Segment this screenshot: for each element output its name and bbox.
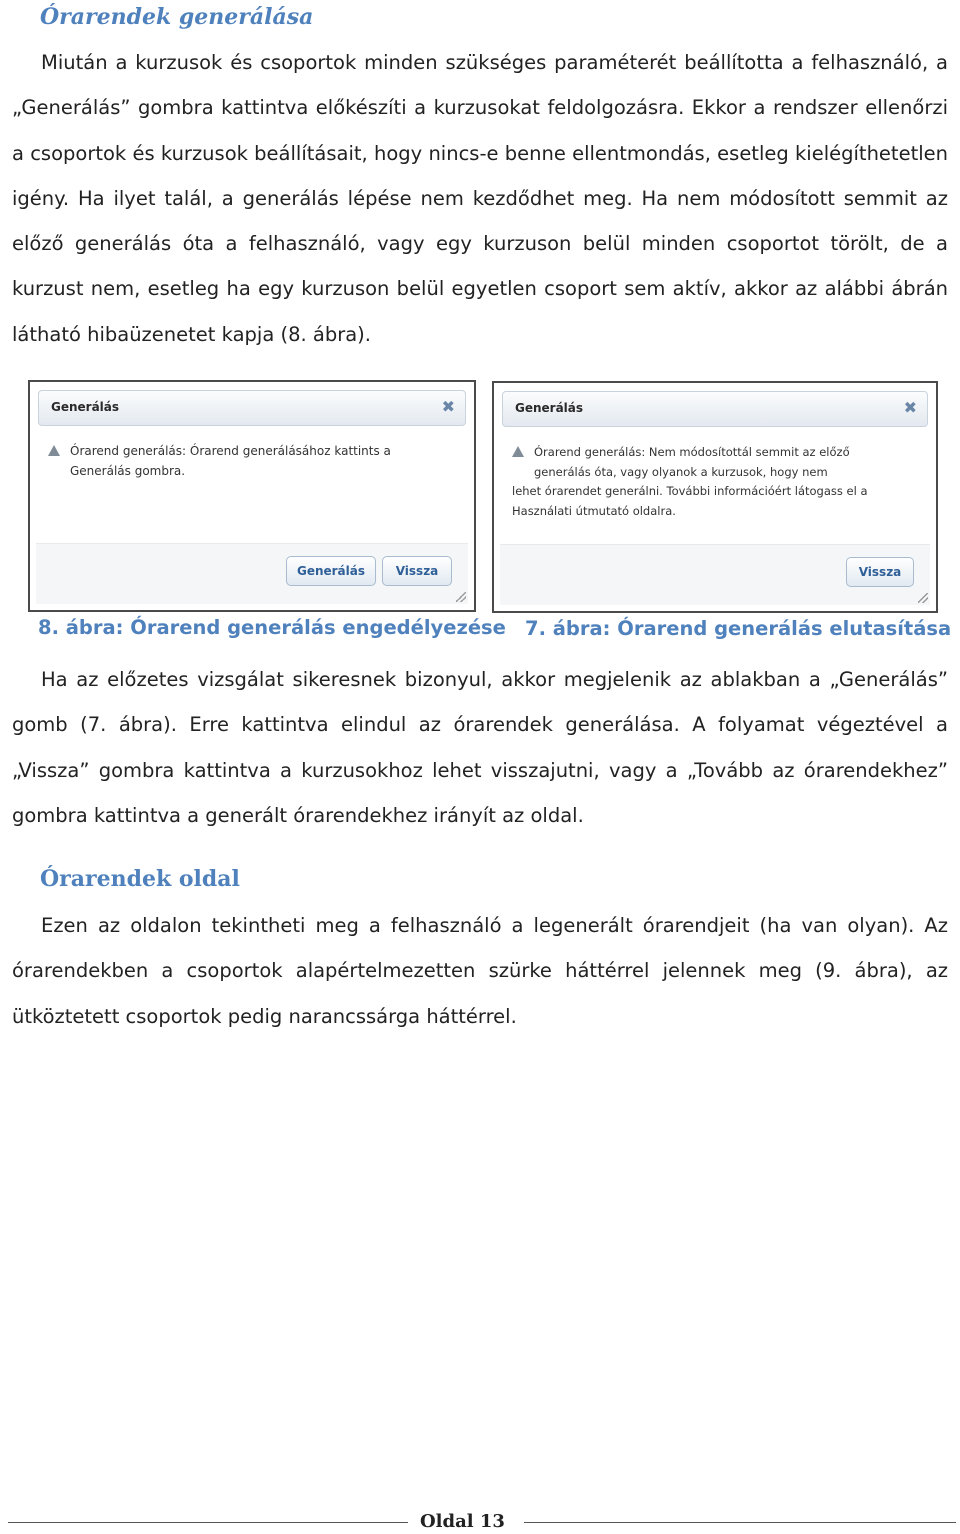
dialog-footer: [36, 543, 468, 604]
warning-icon: [512, 446, 524, 457]
warning-icon: [48, 445, 60, 456]
paragraph-text: Ha az előzetes vizsgálat sikeresnek bizonyul, akkor megjelenik az ablakban a „Generálás” gomb (7. ábra). Erre kattintva elindul az órarendek generálása. A folyamat végeztével a „Vissza” gombra kattintva a kurzusokhoz lehet visszajutni, vagy a „Tovább az órarendekhez” gombra kattintva a generált órarendekhez irányít az oldal.: [12, 668, 948, 827]
section-heading-timetable-generation: Órarendek generálása: [40, 4, 314, 30]
paragraph-text: Miután a kurzusok és csoportok minden szükséges paraméterét beállította a felhasználó, a „Generálás” gombra kattintva előkészíti a kurzusokat feldolgozásra. Ekkor a rendszer ellenőrzi a csoportok és kurzusok beállításait, hogy nincs-e benne ellentmondás, esetleg kielégíthetetlen igény. Ha ilyet talál, a generálás lépése nem kezdődhet meg. Ha nem módosított semmit az előző generálás óta a felhasználó, vagy egy kurzuson belül minden csoportot törölt, de a kurzust nem, esetleg ha egy kurzuson belül egyetlen csoport sem aktív, akkor az alábbi ábrán látható hibaüzenetet kapja (8. ábra).: [12, 51, 948, 346]
close-icon[interactable]: ✖: [441, 397, 455, 416]
figure-8-caption: 8. ábra: Órarend generálás engedélyezése: [38, 616, 506, 639]
footer-rule-left: [8, 1522, 408, 1523]
paragraph-generation-success: [12, 657, 948, 838]
resize-grip-icon[interactable]: [918, 593, 928, 603]
dialog-message: [48, 442, 456, 481]
resize-grip-icon[interactable]: [456, 592, 466, 602]
dialog-title: Generálás: [51, 400, 120, 414]
message-line: Órarend generálás: Nem módosítottál semmit az előző: [534, 445, 850, 459]
dialog-footer: [500, 544, 930, 605]
paragraph-generation-intro: [12, 40, 948, 357]
generation-dialog-allowed: [36, 388, 468, 604]
figure-7-screenshot: [492, 381, 938, 613]
message-line: Órarend generálás: Órarend generálásához kattints a: [70, 444, 391, 458]
message-line: generálás óta, vagy olyanok a kurzusok, hogy nem: [534, 464, 828, 479]
generation-dialog-rejected: [500, 389, 930, 605]
page-number: Oldal 13: [420, 1511, 505, 1532]
back-button[interactable]: Vissza: [382, 556, 452, 586]
back-button[interactable]: Vissza: [846, 557, 914, 587]
dialog-titlebar: [502, 391, 928, 427]
message-line: Használati útmutató oldalra.: [512, 503, 676, 518]
close-icon[interactable]: ✖: [903, 398, 917, 417]
figure-8-screenshot: [28, 380, 476, 612]
message-line: Generálás gombra.: [70, 463, 186, 478]
dialog-title: Generálás: [515, 401, 584, 415]
dialog-titlebar: [38, 390, 466, 426]
paragraph-text: Ezen az oldalon tekintheti meg a felhasználó a legenerált órarendjeit (ha van olyan). Az órarendekben a csoportok alapértelmezetten szürke háttérrel jelennek meg (9. ábra), az ütköztetett csoportok pedig narancssárga háttérrel.: [12, 914, 948, 1028]
generate-button[interactable]: Generálás: [286, 556, 376, 586]
message-line: lehet órarendet generálni. További információért látogass el a: [512, 484, 868, 498]
paragraph-timetables-page: [12, 903, 948, 1039]
figure-7-caption: 7. ábra: Órarend generálás elutasítása: [525, 617, 952, 640]
section-heading-timetables-page: Órarendek oldal: [40, 866, 240, 892]
dialog-message: [512, 443, 918, 521]
footer-rule-right: [524, 1522, 956, 1523]
